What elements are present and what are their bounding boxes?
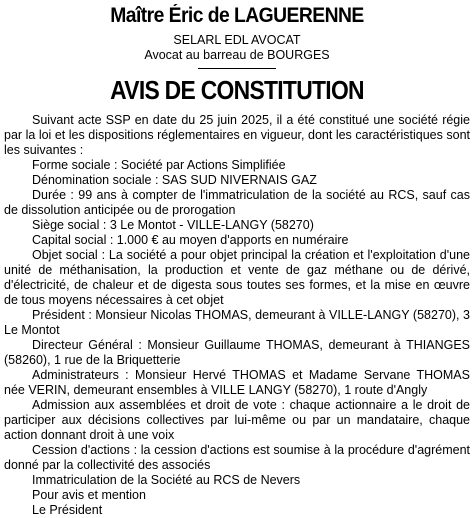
divider xyxy=(198,68,276,69)
paragraph-intro: Suivant acte SSP en date du 25 juin 2025, il a été constitué une société régie par la loi et les dispositions réglementaires en vigueur, dont les caractéristiques sont les suivantes : xyxy=(4,113,470,157)
paragraph-head-office: Siège social : 3 Le Montot - VILLE-LANGY (58270) xyxy=(32,218,314,232)
notice-body xyxy=(4,113,470,518)
lawyer-name: Maître Éric de LAGUERENNE xyxy=(110,4,364,27)
paragraph-company-name: Dénomination sociale : SAS SUD NIVERNAIS GAZ xyxy=(32,173,317,187)
paragraph-notice-mention: Pour avis et mention xyxy=(32,488,146,502)
law-firm-name: SELARL EDL AVOCAT xyxy=(173,33,301,47)
bar-affiliation: Avocat au barreau de BOURGES xyxy=(144,48,330,62)
paragraph-share-transfer: Cession d'actions : la cession d'actions est soumise à la procédure d'agrément donné par la collectivité des associés xyxy=(4,443,470,472)
paragraph-corporate-purpose: Objet social : La société a pour objet principal la création et l'exploitation d'une unité de méthanisation, la production et vente de gaz méthane ou de dérivé, d'électricité, de chaleur et de digesta sous toutes ses formes, et la mise en œuvre de tous moyens nécessaires à cet objet xyxy=(4,248,470,307)
paragraph-duration: Durée : 99 ans à compter de l'immatriculation de la société au RCS, sauf cas de dissolution anticipée ou de prorogation xyxy=(4,188,470,217)
paragraph-registration: Immatriculation de la Société au RCS de Nevers xyxy=(32,473,301,487)
notice-title: AVIS DE CONSTITUTION xyxy=(110,75,364,105)
paragraph-president: Président : Monsieur Nicolas THOMAS, demeurant à VILLE-LANGY (58270), 3 Le Montot xyxy=(4,308,470,337)
paragraph-share-capital: Capital social : 1.000 € au moyen d'apports en numéraire xyxy=(32,233,349,247)
paragraph-directors: Administrateurs : Monsieur Hervé THOMAS et Madame Servane THOMAS née VERIN, demeurant ensembles à VILLE LANGY (58270), 1 route d'Angly xyxy=(4,368,470,397)
paragraph-signatory: Le Président xyxy=(32,503,103,517)
paragraph-managing-director: Directeur Général : Monsieur Guillaume THOMAS, demeurant à THIANGES (58260), 1 rue de la Briquetterie xyxy=(4,338,470,367)
paragraph-legal-form: Forme sociale : Société par Actions Simplifiée xyxy=(32,158,286,172)
paragraph-voting-rights: Admission aux assemblées et droit de vote : chaque actionnaire a le droit de participer aux décisions collectives par lui-même ou par un mandataire, chaque action donnant droit à une voix xyxy=(4,398,470,442)
